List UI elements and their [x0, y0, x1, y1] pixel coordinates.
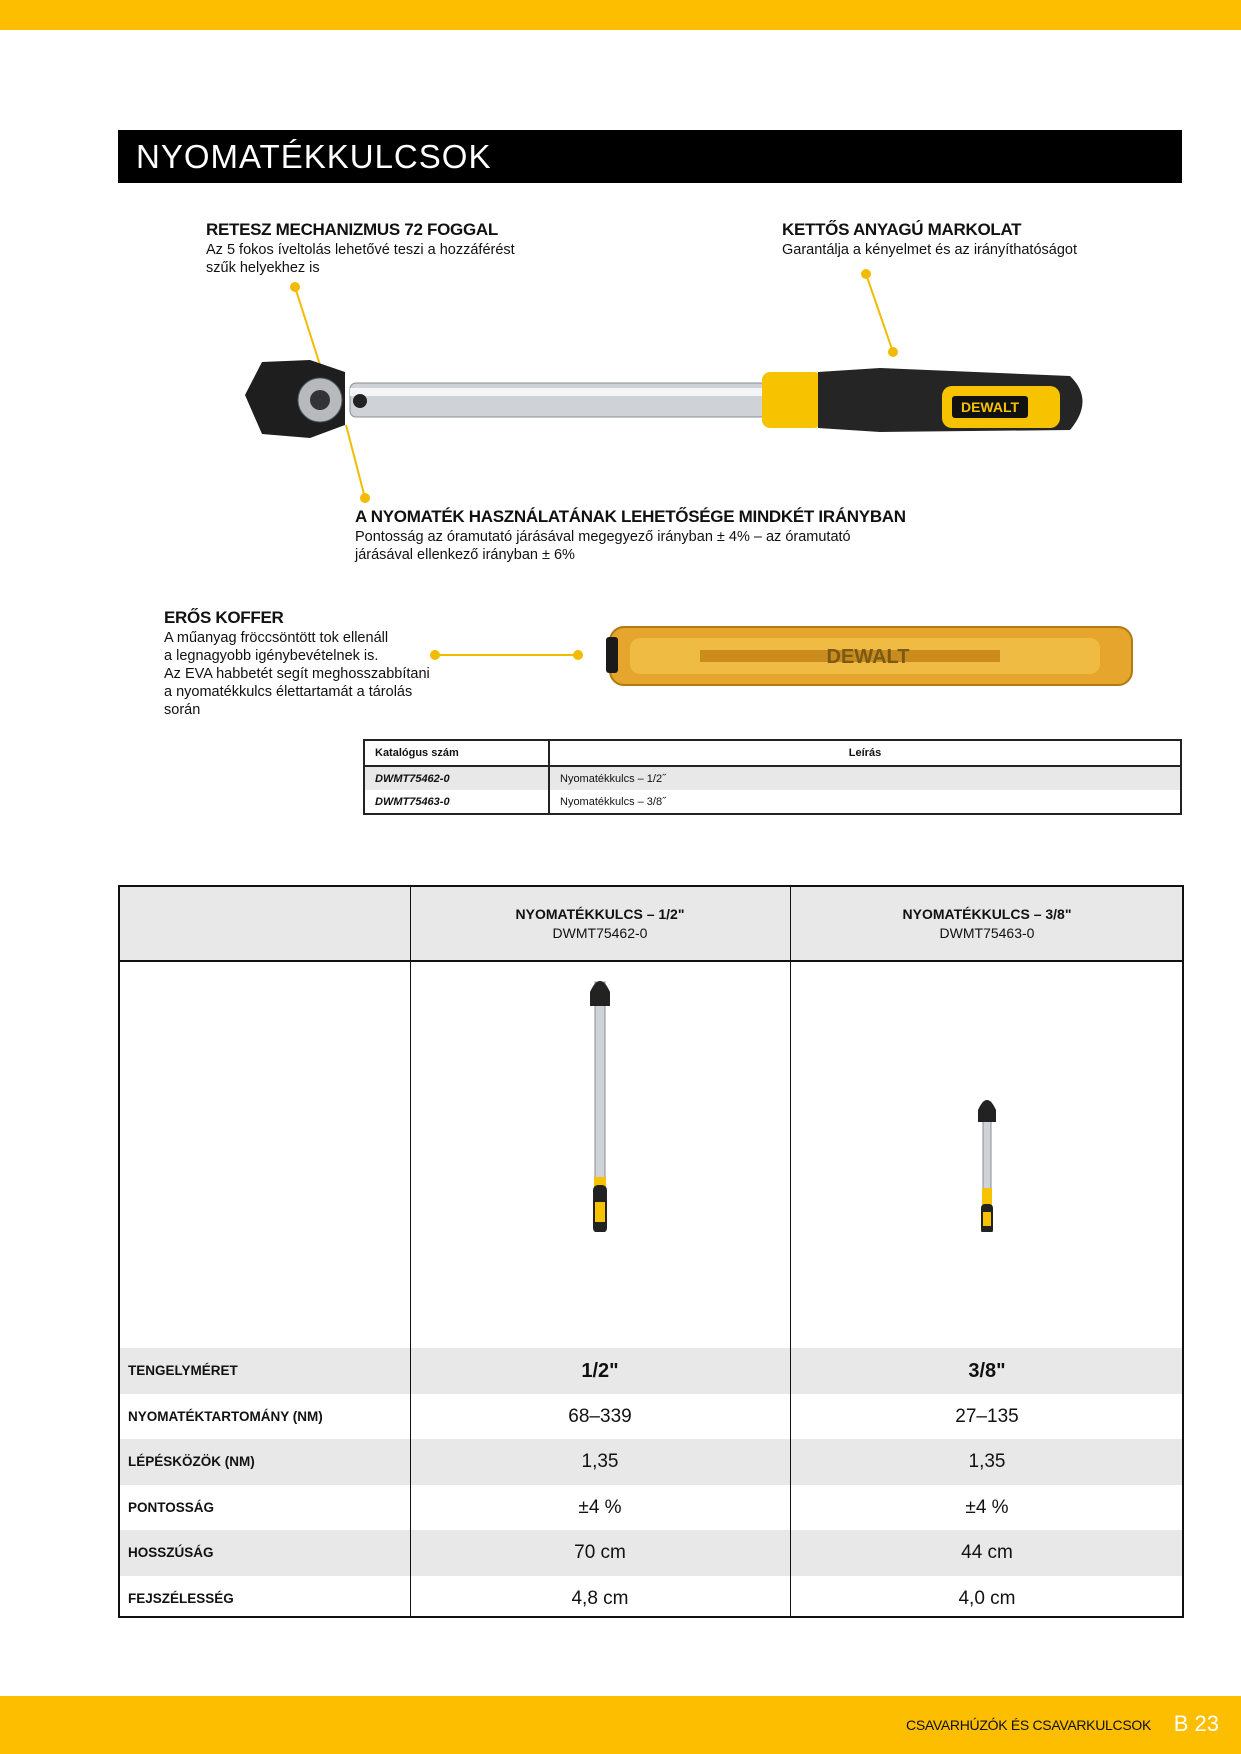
spec-value: 70 cm [574, 1542, 626, 1563]
spec-value: 68–339 [568, 1406, 632, 1427]
table-row [364, 790, 1181, 814]
spec-value: 1,35 [968, 1451, 1006, 1472]
storage-case-image [606, 627, 1132, 685]
spec-row [120, 1394, 1182, 1440]
callout-text: Garantálja a kényelmet és az irányíthatóságot [782, 242, 1077, 258]
callout-heading: ERŐS KOFFER [164, 608, 284, 627]
catalog-table [363, 739, 1182, 815]
spec-row [120, 1439, 1182, 1485]
spec-row [120, 1576, 1182, 1622]
catalog-number: DWMT75463-0 [375, 795, 450, 808]
spec-row [120, 1530, 1182, 1576]
product-illustration [0, 0, 1241, 720]
catalog-description: Nyomatékkulcs – 3/8˝ [549, 790, 1181, 814]
spec-label: HOSSZÚSÁG [128, 1545, 214, 1560]
spec-value: ±4 % [578, 1497, 622, 1518]
wrench-three-eighths-image [790, 962, 1184, 1232]
dewalt-logo: DEWALT [960, 399, 1020, 415]
wrench-half-inch-image [410, 962, 790, 1232]
callout-heading: RETESZ MECHANIZMUS 72 FOGGAL [206, 220, 498, 239]
page-title: NYOMATÉKKULCSOK [118, 130, 1182, 183]
spec-column-header [410, 905, 790, 943]
spec-value: 27–135 [955, 1406, 1019, 1427]
callout-heading: KETTŐS ANYAGÚ MARKOLAT [782, 220, 1022, 239]
spec-column-name: NYOMATÉKKULCS – 3/8" [902, 906, 1072, 922]
spec-value: ±4 % [965, 1497, 1009, 1518]
catalog-header-description: Leírás [549, 740, 1181, 766]
spec-value: 4,8 cm [571, 1588, 629, 1609]
spec-value: 4,0 cm [958, 1588, 1016, 1609]
spec-value: 1/2" [581, 1360, 619, 1382]
catalog-header-number: Katalógus szám [364, 740, 549, 766]
spec-column-header [790, 905, 1184, 943]
footer-band [0, 1696, 1241, 1754]
spec-column-name: NYOMATÉKKULCS – 1/2" [515, 906, 685, 922]
column-divider [410, 887, 411, 1616]
spec-column-code: DWMT75463-0 [939, 925, 1035, 941]
spec-value: 3/8" [968, 1360, 1006, 1382]
spec-label: PONTOSSÁG [128, 1500, 215, 1515]
leader-lines [291, 270, 897, 659]
spec-label: FEJSZÉLESSÉG [128, 1591, 234, 1606]
spec-row [120, 1348, 1182, 1394]
spec-label: LÉPÉSKÖZÖK (NM) [128, 1454, 255, 1469]
spec-value: 1,35 [581, 1451, 619, 1472]
spec-row [120, 1485, 1182, 1531]
catalog-description: Nyomatékkulcs – 1/2˝ [549, 766, 1181, 790]
spec-label: NYOMATÉKTARTOMÁNY (NM) [128, 1409, 323, 1424]
callout-text: Pontosság az óramutató járásával megegyező irányban ± 4% – az óramutató járásával ellenkező irányban ± 6% [355, 529, 851, 563]
callout-text: Az 5 fokos íveltolás lehetővé teszi a hozzáférést szűk helyekhez is [206, 242, 515, 276]
torque-wrench-image [245, 360, 1083, 438]
dewalt-logo: DEWALT [826, 646, 910, 668]
spec-label: TENGELYMÉRET [128, 1363, 238, 1378]
page-number: B 23 [1173, 1711, 1219, 1736]
footer-section: CSAVARHÚZÓK ÉS CSAVARKULCSOK [906, 1717, 1151, 1733]
catalog-number: DWMT75462-0 [364, 766, 549, 790]
table-row [364, 766, 1181, 790]
spec-column-code: DWMT75462-0 [552, 925, 648, 941]
callout-heading: A NYOMATÉK HASZNÁLATÁNAK LEHETŐSÉGE MINDKÉT IRÁNYBAN [355, 507, 906, 526]
callout-text: A műanyag fröccsöntött tok ellenáll a legnagyobb igénybevételnek is. Az EVA habbetét segít meghosszabbítani a nyomatékkulcs élettartamát a tárolás során [164, 630, 430, 718]
column-divider [790, 887, 791, 1616]
spec-table [118, 885, 1184, 1618]
spec-value: 44 cm [961, 1542, 1013, 1563]
